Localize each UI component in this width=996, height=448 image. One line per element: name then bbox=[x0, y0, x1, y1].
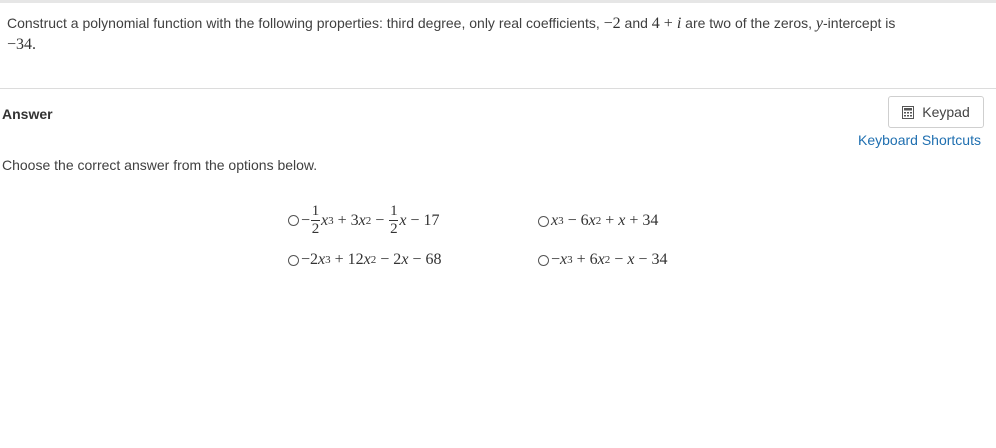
option-text: x bbox=[363, 251, 371, 268]
keypad-label: Keypad bbox=[922, 104, 970, 120]
option-text: + bbox=[601, 212, 619, 229]
option-text: − bbox=[301, 211, 311, 229]
option-text: x bbox=[597, 251, 605, 268]
question-part: and bbox=[624, 15, 648, 31]
fraction-denominator: 2 bbox=[390, 221, 398, 237]
radio-button[interactable] bbox=[538, 255, 549, 266]
radio-button[interactable] bbox=[288, 255, 299, 266]
calculator-icon bbox=[902, 106, 914, 119]
zero-1: −2 bbox=[603, 15, 621, 32]
exponent: 2 bbox=[604, 254, 611, 266]
option-text: + 34 bbox=[625, 212, 659, 229]
fraction bbox=[311, 203, 320, 238]
option-text: −2 bbox=[301, 251, 319, 268]
answer-heading: Answer bbox=[2, 106, 53, 122]
option-text: x bbox=[358, 211, 366, 229]
option-text: − 17 bbox=[406, 211, 440, 229]
option-text: − bbox=[371, 211, 389, 229]
exponent: 2 bbox=[595, 215, 602, 227]
option-text: x bbox=[399, 211, 407, 229]
keypad-button[interactable] bbox=[888, 96, 984, 128]
option-text: x bbox=[588, 212, 596, 229]
option-text: − 68 bbox=[408, 251, 442, 268]
keyboard-shortcuts-link[interactable]: Keyboard Shortcuts bbox=[858, 132, 981, 148]
exponent: 3 bbox=[558, 215, 564, 227]
top-border bbox=[0, 0, 996, 3]
option-text: − 2 bbox=[376, 251, 402, 268]
fraction-numerator: 1 bbox=[390, 203, 398, 219]
instruction-text: Choose the correct answer from the options below. bbox=[2, 157, 318, 173]
option-text: + 6 bbox=[572, 251, 598, 268]
zero-2: 4 + i bbox=[651, 15, 682, 32]
fraction-denominator: 2 bbox=[311, 221, 320, 237]
option-text: x bbox=[551, 212, 559, 229]
option-text: x bbox=[560, 251, 568, 268]
exponent: 3 bbox=[328, 214, 334, 227]
exponent: 2 bbox=[370, 254, 377, 266]
answer-option-d[interactable] bbox=[538, 251, 667, 269]
answer-option-c[interactable] bbox=[288, 251, 441, 269]
exponent: 3 bbox=[325, 254, 331, 266]
option-text: + 12 bbox=[330, 251, 364, 268]
option-text: − bbox=[551, 251, 561, 268]
question-text bbox=[7, 13, 977, 55]
option-text: − 6 bbox=[563, 212, 589, 229]
radio-button[interactable] bbox=[538, 216, 549, 227]
option-text: x bbox=[401, 251, 409, 268]
option-text: x bbox=[627, 251, 635, 268]
section-divider bbox=[0, 88, 996, 89]
y-variable: y bbox=[815, 15, 824, 32]
exponent: 2 bbox=[365, 214, 372, 227]
option-text: − 34 bbox=[634, 251, 668, 268]
fraction-numerator: 1 bbox=[311, 203, 320, 219]
option-text: + 3 bbox=[333, 211, 359, 229]
radio-button[interactable] bbox=[288, 215, 299, 226]
question-part: Construct a polynomial function with the following properties: third degree, only real coefficients, bbox=[7, 15, 600, 31]
exponent: 3 bbox=[567, 254, 573, 266]
answer-option-a[interactable] bbox=[288, 203, 439, 238]
intercept-value: −34. bbox=[7, 36, 37, 53]
answer-option-b[interactable] bbox=[538, 212, 658, 230]
fraction bbox=[389, 203, 398, 238]
option-text: x bbox=[318, 251, 326, 268]
question-part: are two of the zeros, bbox=[685, 15, 813, 31]
option-text: x bbox=[321, 211, 329, 229]
question-part: -intercept is bbox=[823, 15, 896, 31]
option-text: − bbox=[610, 251, 628, 268]
option-text: x bbox=[618, 212, 626, 229]
